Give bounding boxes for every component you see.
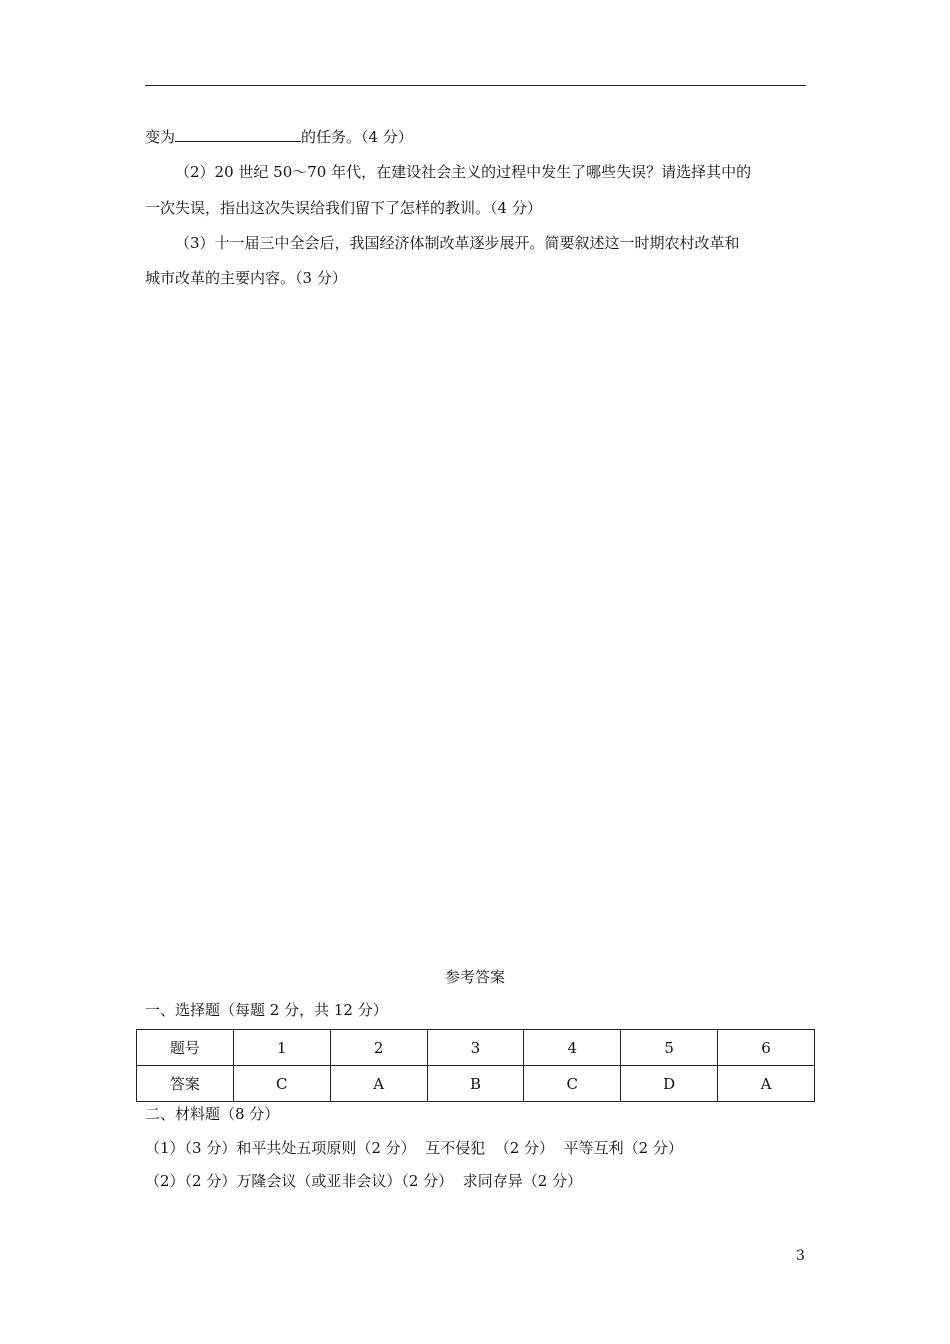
q3-1-prefix: 变为 [145, 128, 176, 146]
table-cell: 5 [621, 1030, 718, 1066]
row-label-number: 题号 [137, 1030, 234, 1066]
answer-1: （1）（3 分）和平共处五项原则（2 分） 互不侵犯 （2 分） 平等互利（2 分） [145, 1139, 683, 1157]
table-cell: C [233, 1066, 330, 1102]
table-cell: 2 [330, 1030, 427, 1066]
table-cell: C [524, 1066, 621, 1102]
q3-1-suffix: 的任务。（4 分） [301, 128, 413, 146]
question-3-2-line2: 一次失误，指出这次失误给我们留下了怎样的教训。（4 分） [145, 199, 542, 217]
section-1-heading: 一、选择题（每题 2 分，共 12 分） [145, 1001, 388, 1019]
page-number: 3 [796, 1248, 805, 1264]
answer-2: （2）（2 分）万隆会议（或亚非会议）（2 分） 求同存异（2 分） [145, 1172, 583, 1190]
answer-table [136, 1029, 815, 1102]
table-cell: D [621, 1066, 718, 1102]
question-3-3-line2: 城市改革的主要内容。（3 分） [145, 269, 347, 287]
question-3-3-line1: （3）十一届三中全会后，我国经济体制改革逐步展开。简要叙述这一时期农村改革和 [175, 234, 740, 252]
table-cell: A [330, 1066, 427, 1102]
table-row [137, 1030, 815, 1066]
row-label-answer: 答案 [137, 1066, 234, 1102]
table-row [137, 1066, 815, 1102]
table-cell: 3 [427, 1030, 524, 1066]
table-cell: 4 [524, 1030, 621, 1066]
section-2-heading: 二、材料题（8 分） [145, 1105, 280, 1123]
answer-blank [175, 127, 301, 142]
table-cell: 6 [718, 1030, 815, 1066]
table-cell: A [718, 1066, 815, 1102]
question-3-1-tail [145, 127, 413, 147]
table-cell: B [427, 1066, 524, 1102]
header-rule [145, 85, 806, 86]
question-3-2-line1: （2）20 世纪 50～70 年代，在建设社会主义的过程中发生了哪些失误？请选择其中的 [175, 163, 752, 181]
answer-key-title: 参考答案 [444, 968, 505, 986]
table-cell: 1 [233, 1030, 330, 1066]
